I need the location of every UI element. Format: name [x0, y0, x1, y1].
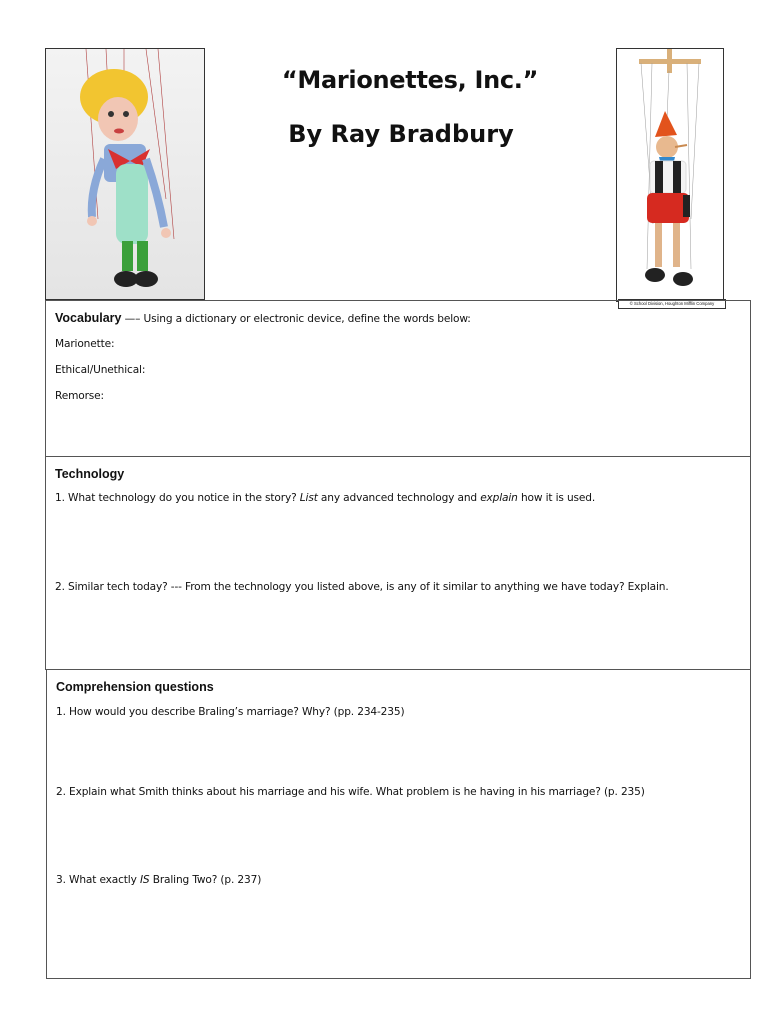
technology-section: [45, 456, 751, 670]
cq3-is-emphasis: IS: [139, 874, 150, 886]
technology-heading: Technology: [55, 467, 125, 481]
marionette-photo-left: [45, 48, 205, 300]
tq1-explain-emphasis: explain: [480, 492, 518, 504]
vocabulary-section: [45, 300, 751, 457]
comprehension-question-1: 1. How would you describe Braling’s marriage? Why? (pp. 234-235): [56, 706, 405, 718]
cq3-part-a: 3. What exactly: [56, 874, 140, 886]
vocab-word-remorse: Remorse:: [55, 390, 104, 402]
technology-question-1: [55, 492, 595, 504]
vocabulary-heading-label: Vocabulary: [55, 311, 122, 325]
pinocchio-marionette-illustration: [617, 49, 723, 301]
tq1-part-e: how it is used.: [517, 492, 596, 504]
technology-question-2: 2. Similar tech today? --- From the technology you listed above, is any of it similar to anything we have today? Explain.: [55, 581, 669, 593]
comprehension-question-2: 2. Explain what Smith thinks about his marriage and his wife. What problem is he having in his marriage? (p. 235): [56, 786, 645, 798]
cq3-part-c: Braling Two? (p. 237): [149, 874, 262, 886]
author-byline: By Ray Bradbury: [288, 120, 514, 148]
vocab-word-ethical: Ethical/Unethical:: [55, 364, 146, 376]
tq1-part-a: 1. What technology do you notice in the story?: [55, 492, 300, 504]
tq1-list-emphasis: List: [299, 492, 318, 504]
vocabulary-heading: [55, 311, 471, 325]
blond-marionette-illustration: [46, 49, 204, 299]
comprehension-section: [46, 669, 751, 979]
image-credit: © School Division, Houghton Mifflin Company: [618, 299, 726, 309]
vocabulary-instruction: —– Using a dictionary or electronic device, define the words below:: [121, 313, 471, 325]
comprehension-heading: Comprehension questions: [56, 680, 214, 694]
tq1-part-c: any advanced technology and: [317, 492, 481, 504]
marionette-photo-right: [616, 48, 724, 302]
vocab-word-marionette: Marionette:: [55, 338, 115, 350]
comprehension-question-3: [56, 874, 261, 886]
page-title: “Marionettes, Inc.”: [281, 66, 539, 94]
